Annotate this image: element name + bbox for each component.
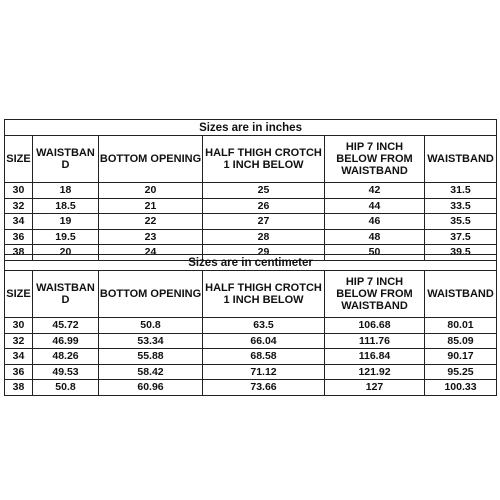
table-row bbox=[5, 364, 497, 380]
hip-cell: 127 bbox=[325, 380, 425, 396]
waistband-cell: 18.5 bbox=[33, 198, 99, 214]
size-cell: 36 bbox=[5, 229, 33, 245]
waistband-header: WAISTBAN D bbox=[33, 136, 99, 183]
waistband-cell: 19.5 bbox=[33, 229, 99, 245]
table-row bbox=[5, 333, 497, 349]
bottom-opening-header: BOTTOM OPENING bbox=[99, 271, 203, 318]
size-cell: 32 bbox=[5, 333, 33, 349]
half-thigh-cell: 68.58 bbox=[203, 349, 325, 365]
bottom-opening-cell: 21 bbox=[99, 198, 203, 214]
size-cell: 32 bbox=[5, 198, 33, 214]
hip-cell: 111.76 bbox=[325, 333, 425, 349]
waistband-total-cell: 31.5 bbox=[425, 183, 497, 199]
hip-cell: 116.84 bbox=[325, 349, 425, 365]
size-header: SIZE bbox=[5, 136, 33, 183]
half-thigh-cell: 66.04 bbox=[203, 333, 325, 349]
half-thigh-cell: 63.5 bbox=[203, 318, 325, 334]
size-cell: 36 bbox=[5, 364, 33, 380]
size-cell: 38 bbox=[5, 245, 33, 261]
table-row bbox=[5, 380, 497, 396]
size-cell: 30 bbox=[5, 183, 33, 199]
waistband-cell: 18 bbox=[33, 183, 99, 199]
half-thigh-cell: 71.12 bbox=[203, 364, 325, 380]
waistband-total-cell: 35.5 bbox=[425, 214, 497, 230]
waistband-header: WAISTBAN D bbox=[33, 271, 99, 318]
waistband-cell: 48.26 bbox=[33, 349, 99, 365]
bottom-opening-header: BOTTOM OPENING bbox=[99, 136, 203, 183]
waistband-cell: 46.99 bbox=[33, 333, 99, 349]
waistband-cell: 19 bbox=[33, 214, 99, 230]
hip-header: HIP 7 INCH BELOW FROM WAISTBAND bbox=[325, 136, 425, 183]
waistband-cell: 45.72 bbox=[33, 318, 99, 334]
half-thigh-cell: 26 bbox=[203, 198, 325, 214]
centimeter-size-table bbox=[4, 254, 497, 396]
centimeter-header-row bbox=[5, 271, 497, 318]
table-row bbox=[5, 183, 497, 199]
hip-cell: 121.92 bbox=[325, 364, 425, 380]
waistband-total-cell: 37.5 bbox=[425, 229, 497, 245]
size-cell: 30 bbox=[5, 318, 33, 334]
waistband-total-cell: 33.5 bbox=[425, 198, 497, 214]
size-header: SIZE bbox=[5, 271, 33, 318]
table-row bbox=[5, 198, 497, 214]
bottom-opening-cell: 50.8 bbox=[99, 318, 203, 334]
waistband-cell: 50.8 bbox=[33, 380, 99, 396]
half-thigh-cell: 29 bbox=[203, 245, 325, 261]
inches-table-title: Sizes are in inches bbox=[5, 120, 497, 136]
waistband-cell: 49.53 bbox=[33, 364, 99, 380]
bottom-opening-cell: 55.88 bbox=[99, 349, 203, 365]
waistband-cell: 20 bbox=[33, 245, 99, 261]
hip-header: HIP 7 INCH BELOW FROM WAISTBAND bbox=[325, 271, 425, 318]
half-thigh-cell: 73.66 bbox=[203, 380, 325, 396]
bottom-opening-cell: 58.42 bbox=[99, 364, 203, 380]
bottom-opening-cell: 22 bbox=[99, 214, 203, 230]
waistband-total-cell: 39.5 bbox=[425, 245, 497, 261]
half-thigh-header: HALF THIGH CROTCH 1 INCH BELOW bbox=[203, 136, 325, 183]
half-thigh-cell: 28 bbox=[203, 229, 325, 245]
hip-cell: 106.68 bbox=[325, 318, 425, 334]
waistband-total-cell: 80.01 bbox=[425, 318, 497, 334]
hip-cell: 50 bbox=[325, 245, 425, 261]
size-cell: 38 bbox=[5, 380, 33, 396]
inches-size-table bbox=[4, 119, 497, 261]
bottom-opening-cell: 23 bbox=[99, 229, 203, 245]
waistband-total-cell: 100.33 bbox=[425, 380, 497, 396]
size-cell: 34 bbox=[5, 214, 33, 230]
half-thigh-cell: 25 bbox=[203, 183, 325, 199]
waistband-total-cell: 90.17 bbox=[425, 349, 497, 365]
inches-header-row bbox=[5, 136, 497, 183]
waistband-total-cell: 85.09 bbox=[425, 333, 497, 349]
centimeter-table-title: Sizes are in centimeter bbox=[5, 255, 497, 271]
half-thigh-header: HALF THIGH CROTCH 1 INCH BELOW bbox=[203, 271, 325, 318]
waistband-total-header: WAISTBAND bbox=[425, 136, 497, 183]
bottom-opening-cell: 53.34 bbox=[99, 333, 203, 349]
table-row bbox=[5, 318, 497, 334]
table-row bbox=[5, 349, 497, 365]
table-row bbox=[5, 229, 497, 245]
table-row bbox=[5, 214, 497, 230]
waistband-total-header: WAISTBAND bbox=[425, 271, 497, 318]
bottom-opening-cell: 20 bbox=[99, 183, 203, 199]
hip-cell: 48 bbox=[325, 229, 425, 245]
bottom-opening-cell: 60.96 bbox=[99, 380, 203, 396]
hip-cell: 42 bbox=[325, 183, 425, 199]
hip-cell: 44 bbox=[325, 198, 425, 214]
half-thigh-cell: 27 bbox=[203, 214, 325, 230]
waistband-total-cell: 95.25 bbox=[425, 364, 497, 380]
hip-cell: 46 bbox=[325, 214, 425, 230]
bottom-opening-cell: 24 bbox=[99, 245, 203, 261]
size-cell: 34 bbox=[5, 349, 33, 365]
